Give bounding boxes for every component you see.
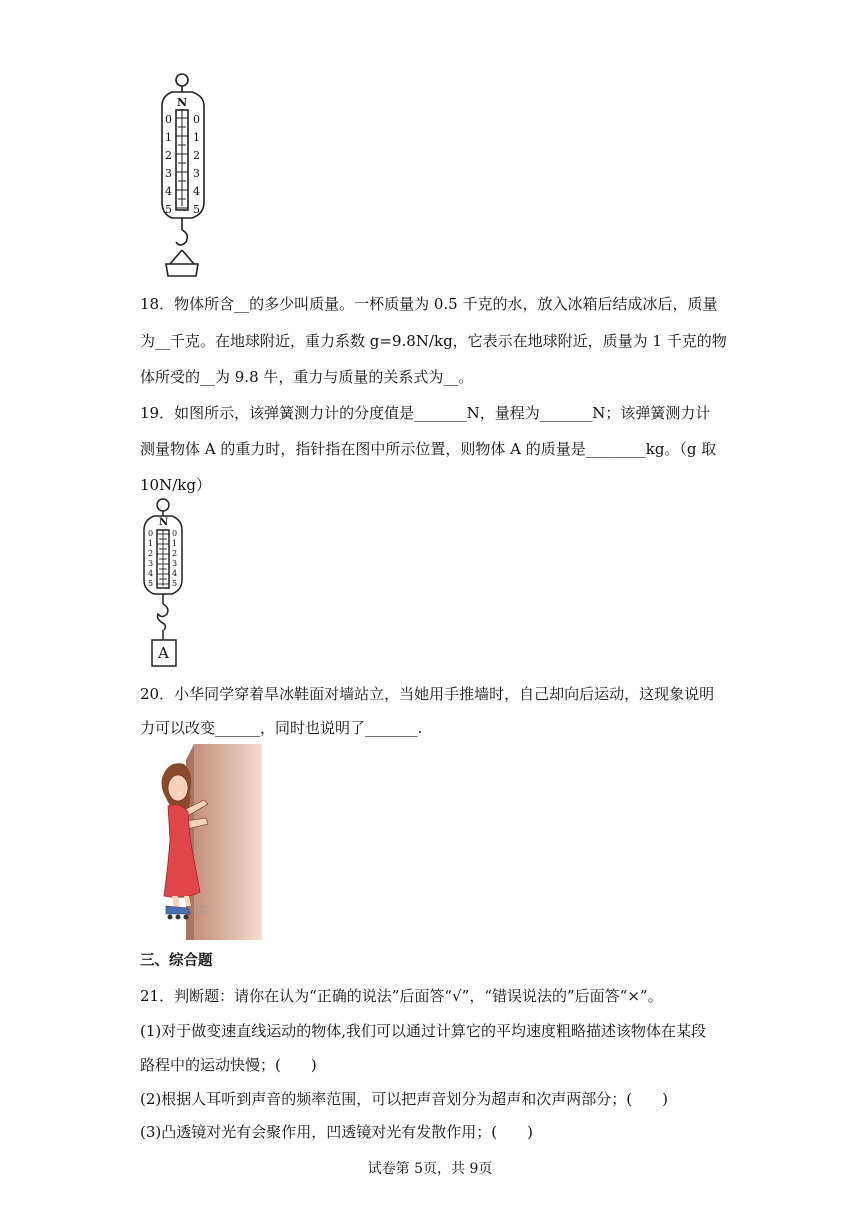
scale-label: 0 <box>148 529 154 538</box>
q21-item2: (2)根据人耳听到声音的频率范围，可以把声音划分为超声和次声两部分；( ) <box>140 1090 668 1108</box>
scale-label: 2 <box>165 149 172 162</box>
figure1-left-scale <box>165 111 172 219</box>
scale-label: 3 <box>165 167 172 180</box>
scale-label: 1 <box>193 131 200 144</box>
q18-line3: 体所受的__为 9.8 牛，重力与质量的关系式为__。 <box>140 368 474 386</box>
scale-label: 5 <box>148 579 154 588</box>
q21-item1-line2: 路程中的运动快慢；( ) <box>140 1056 317 1074</box>
scale-label: 3 <box>193 167 200 180</box>
scale-label: 4 <box>148 569 154 578</box>
scale-label: 5 <box>165 203 172 216</box>
scale-label: 5 <box>193 203 200 216</box>
section-3-title: 三、综合题 <box>140 953 213 969</box>
scale-label: 4 <box>172 569 178 578</box>
figure2-unit-label: N <box>159 517 169 528</box>
q21-intro: 21．判断题：请你在认为“正确的说法”后面答“√”，“错误说法的”后面答“×”。 <box>140 987 663 1005</box>
q18-line1: 18．物体所含__的多少叫质量。一杯质量为 0.5 千克的水，放入冰箱后结成冰后，质量 <box>140 295 718 313</box>
scale-label: 2 <box>148 549 154 558</box>
scale-label: 1 <box>148 539 154 548</box>
scale-label: 4 <box>165 185 172 198</box>
scale-label: 3 <box>148 559 154 568</box>
scale-label: 2 <box>193 149 200 162</box>
q20-line1: 20．小华同学穿着旱冰鞋面对墙站立，当她用手推墙时，自己却向后运动，这现象说明 <box>140 685 715 703</box>
q20-line2: 力可以改变______，同时也说明了_______. <box>140 719 423 737</box>
scale-label: 0 <box>193 113 200 126</box>
scale-label: 3 <box>172 559 178 568</box>
scale-label: 2 <box>172 549 178 558</box>
scale-label: 0 <box>165 113 172 126</box>
scale-label: 4 <box>193 185 200 198</box>
scale-label: 1 <box>165 131 172 144</box>
scale-label: 5 <box>172 579 178 588</box>
q21-item1-line1: (1)对于做变速直线运动的物体,我们可以通过计算它的平均速度粗略描述该物体在某段 <box>140 1022 707 1040</box>
figure1-unit-label: N <box>177 96 188 109</box>
q18-line2: 为__千克。在地球附近，重力系数 g=9.8N/kg，它表示在地球附近，质量为 1 千克的物 <box>140 332 727 350</box>
q19-line1: 19．如图所示，该弹簧测力计的分度值是_______N，量程为_______N；该弹簧测力计 <box>140 404 711 422</box>
q19-line3: 10N/kg） <box>140 476 211 494</box>
q19-line2: 测量物体 A 的重力时，指针指在图中所示位置，则物体 A 的质量是________kg。（g 取 <box>140 440 717 458</box>
page-footer: 试卷第 5页，共 9页 <box>367 1161 493 1177</box>
scale-label: 1 <box>172 539 178 548</box>
q21-item3: (3)凸透镜对光有会聚作用，凹透镜对光有发散作用；( ) <box>140 1123 533 1141</box>
scale-label: 0 <box>172 529 178 538</box>
block-a-label: A <box>158 644 169 662</box>
figure1-right-scale <box>193 111 200 219</box>
figure2-left-scale <box>148 529 153 589</box>
figure2-right-scale <box>172 529 177 589</box>
